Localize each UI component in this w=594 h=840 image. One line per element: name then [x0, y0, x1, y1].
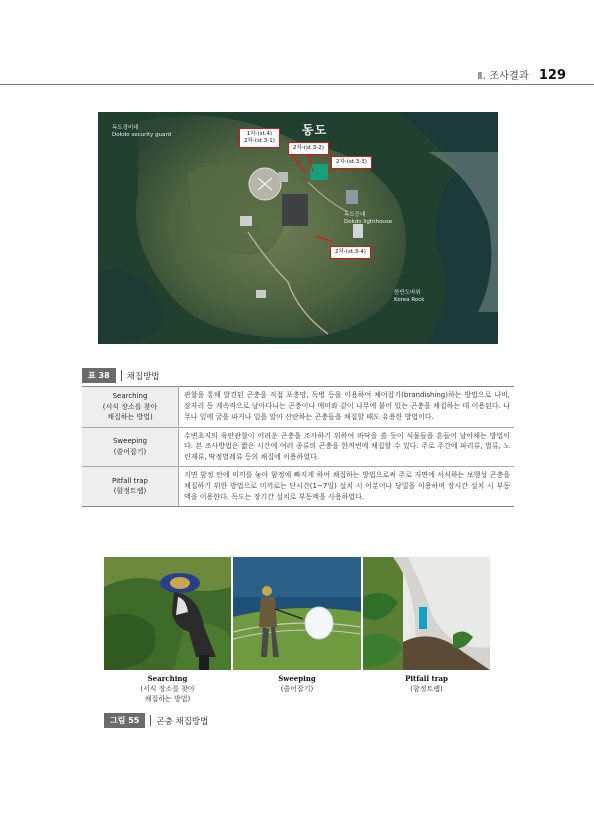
- satellite-map: [98, 112, 498, 344]
- table-title: 채집방법: [126, 371, 160, 382]
- table-row: [82, 427, 514, 467]
- method-name-cell: Searching (서식 장소를 찾아 채집하는 방법): [82, 387, 179, 428]
- station-callout: 2차-(st.3-4): [330, 246, 371, 259]
- station-callout: 2차-(st.3-3): [331, 156, 372, 169]
- method-description: 관찰을 통해 발견된 곤충을 직접 포충망, 독병 등을 이용하여 채어잡기(brandishing)하는 방법으로 나비, 잠자리 등 계속적으로 날아다니는 곤충이나 매미와 같이 나무에 붙어 있는 곤충을 채집하는 데 이용된다. 나무나 잎에 굴을 파거나 잎을 말아 산란하는 곤충들을 채집할 때도 유용한 방법이다.: [184, 391, 510, 422]
- figure-number-badge: 그림 55: [104, 713, 145, 728]
- table-row: [82, 467, 514, 507]
- collection-methods-table: [82, 386, 514, 507]
- photo-caption-pitfall-trap: Pitfall trap (함정트랩): [405, 674, 448, 694]
- photo-caption-searching: Searching (서식 장소를 찾아 채집하는 방법): [140, 674, 195, 704]
- photo-searching: [104, 557, 231, 670]
- map-label-lighthouse: 독도등대 Dokdo lighthouse: [344, 212, 393, 225]
- caption-divider: [121, 370, 122, 381]
- method-name-cell: Sweeping (쓸어잡기): [82, 427, 179, 467]
- table-number-badge: 표 38: [82, 368, 116, 383]
- caption-divider: [150, 715, 151, 726]
- station-callout: 2차-(st.3-2): [288, 142, 329, 155]
- map-label-korea-rock: 한반도바위 Korea Rock: [394, 290, 425, 303]
- figure-caption: [104, 713, 208, 728]
- map-label-security-guard: 독도경비대 Dokdo security guard: [112, 125, 172, 138]
- table-caption: [82, 368, 160, 383]
- page-number: 129: [538, 68, 566, 83]
- method-description: 수변초지의 육안관찰이 어려운 곤충을 조사하기 위하여 바닥을 쓸 듯이 식물들을 흔들어 날아채는 방법이다. 본 조사방법은 짧은 시간에 여러 종류의 곤충을 한꺼번에 채집할 수 있다. 주로 주간에 파리류, 벌류, 노린재류, 딱정벌레류 등의 채집에 이용하였다.: [179, 427, 515, 467]
- chapter-title: Ⅱ. 조사결과: [477, 71, 529, 82]
- method-description: 지면 함정 안에 미끼를 놓아 함정에 빠지게 하여 채집하는 방법으로써 주로 지면에 서식하는 보행성 곤충을 채집하기 위한 방법으로 미끼로는 단시간(1~7일) 설치 시 어분이나 당밀을 이용하며 장시간 설치 시 부동액을 이용한다. 독도는 장기간 설치로 부동액을 사용하였다.: [179, 467, 515, 507]
- photo-caption-sweeping: Sweeping (쓸어잡기): [278, 674, 316, 694]
- photo-sweeping: [233, 557, 361, 670]
- figure-title: 곤충 채집방법: [156, 716, 209, 727]
- table-row: [82, 387, 514, 428]
- map-title: 동도: [302, 123, 328, 137]
- photo-pitfall-trap: [363, 557, 490, 670]
- header-rule: [0, 84, 594, 85]
- station-callout: 1차-(st.4) 2차-(st.3-1): [239, 128, 280, 148]
- method-name-cell: Pitfall trap (함정트랩): [82, 467, 179, 507]
- running-header: [478, 67, 566, 83]
